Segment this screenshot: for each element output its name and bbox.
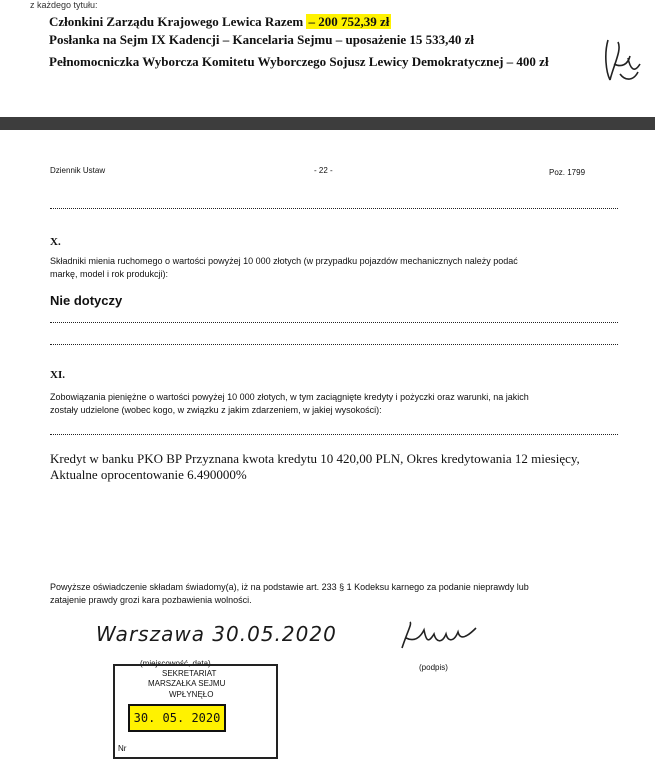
section-xi-text-line2: zostały udzielone (wobec kogo, w związku z jakim zdarzeniem, w jakiej wysokości):: [50, 405, 382, 415]
stamp-line3: WPŁYNĘŁO: [169, 690, 214, 699]
stamp-line1: SEKRETARIAT: [162, 669, 217, 678]
place-date-label: (miejscowość, data): [140, 659, 211, 668]
section-xi-text-line1: Zobowiązania pieniężne o wartości powyżej 10 000 złotych, w tym zaciągnięte kredyty i pożyczki oraz warunki, na jakich: [50, 392, 529, 402]
income-line-sld: Pełnomocniczka Wyborcza Komitetu Wyborczego Sojusz Lewicy Demokratycznej – 400 zł: [49, 54, 549, 69]
page-number: - 22 -: [314, 166, 333, 175]
dotted-line: [50, 344, 618, 345]
initials-signature-icon: [600, 34, 645, 86]
income-line-sejm: Posłanka na Sejm IX Kadencji – Kancelaria Sejmu – uposażenie 15 533,40 zł: [49, 32, 475, 47]
stamp-line2: MARSZAŁKA SEJMU: [148, 679, 226, 688]
declaration-line1: Powyższe oświadczenie składam świadomy(a), iż na podstawie art. 233 § 1 Kodeksu karnego za podanie nieprawdy lub: [50, 582, 529, 592]
section-x-number: X.: [50, 236, 61, 248]
section-xi-answer-line2: Aktualne oprocentowanie 6.490000%: [50, 467, 247, 482]
highlighted-amount: – 200 752,39 zł: [308, 14, 390, 29]
signature-label: (podpis): [419, 663, 448, 672]
section-x-text-line2: markę, model i rok produkcji):: [50, 269, 169, 279]
signature-icon: [398, 620, 480, 652]
receipt-stamp: [113, 664, 278, 759]
dotted-line: [50, 434, 618, 435]
position-number: Poz. 1799: [549, 168, 586, 177]
handwritten-place-date: Warszawa 30.05.2020: [96, 622, 337, 646]
stamp-date: 30. 05. 2020: [128, 704, 226, 732]
journal-name: Dziennik Ustaw: [50, 166, 106, 175]
section-xi-answer-line1: Kredyt w banku PKO BP Przyznana kwota kredytu 10 420,00 PLN, Okres kredytowania 12 miesięcy,: [50, 451, 580, 466]
section-x-text-line1: Składniki mienia ruchomego o wartości powyżej 10 000 złotych (w przypadku pojazdów mechanicznych należy podać: [50, 256, 518, 266]
dotted-line: [50, 208, 618, 209]
stamp-number-label: Nr: [118, 744, 127, 753]
income-line-razem: [49, 14, 391, 30]
section-x-answer: Nie dotyczy: [50, 293, 123, 308]
income-line-razem-text: Członkini Zarządu Krajowego Lewica Razem: [49, 14, 304, 29]
cut-off-line: z każdego tytułu:: [30, 0, 98, 10]
page-separator-band: [0, 117, 655, 130]
dotted-line: [50, 322, 618, 323]
section-xi-number: XI.: [50, 369, 65, 381]
declaration-line2: zatajenie prawdy grozi kara pozbawienia wolności.: [50, 595, 252, 605]
